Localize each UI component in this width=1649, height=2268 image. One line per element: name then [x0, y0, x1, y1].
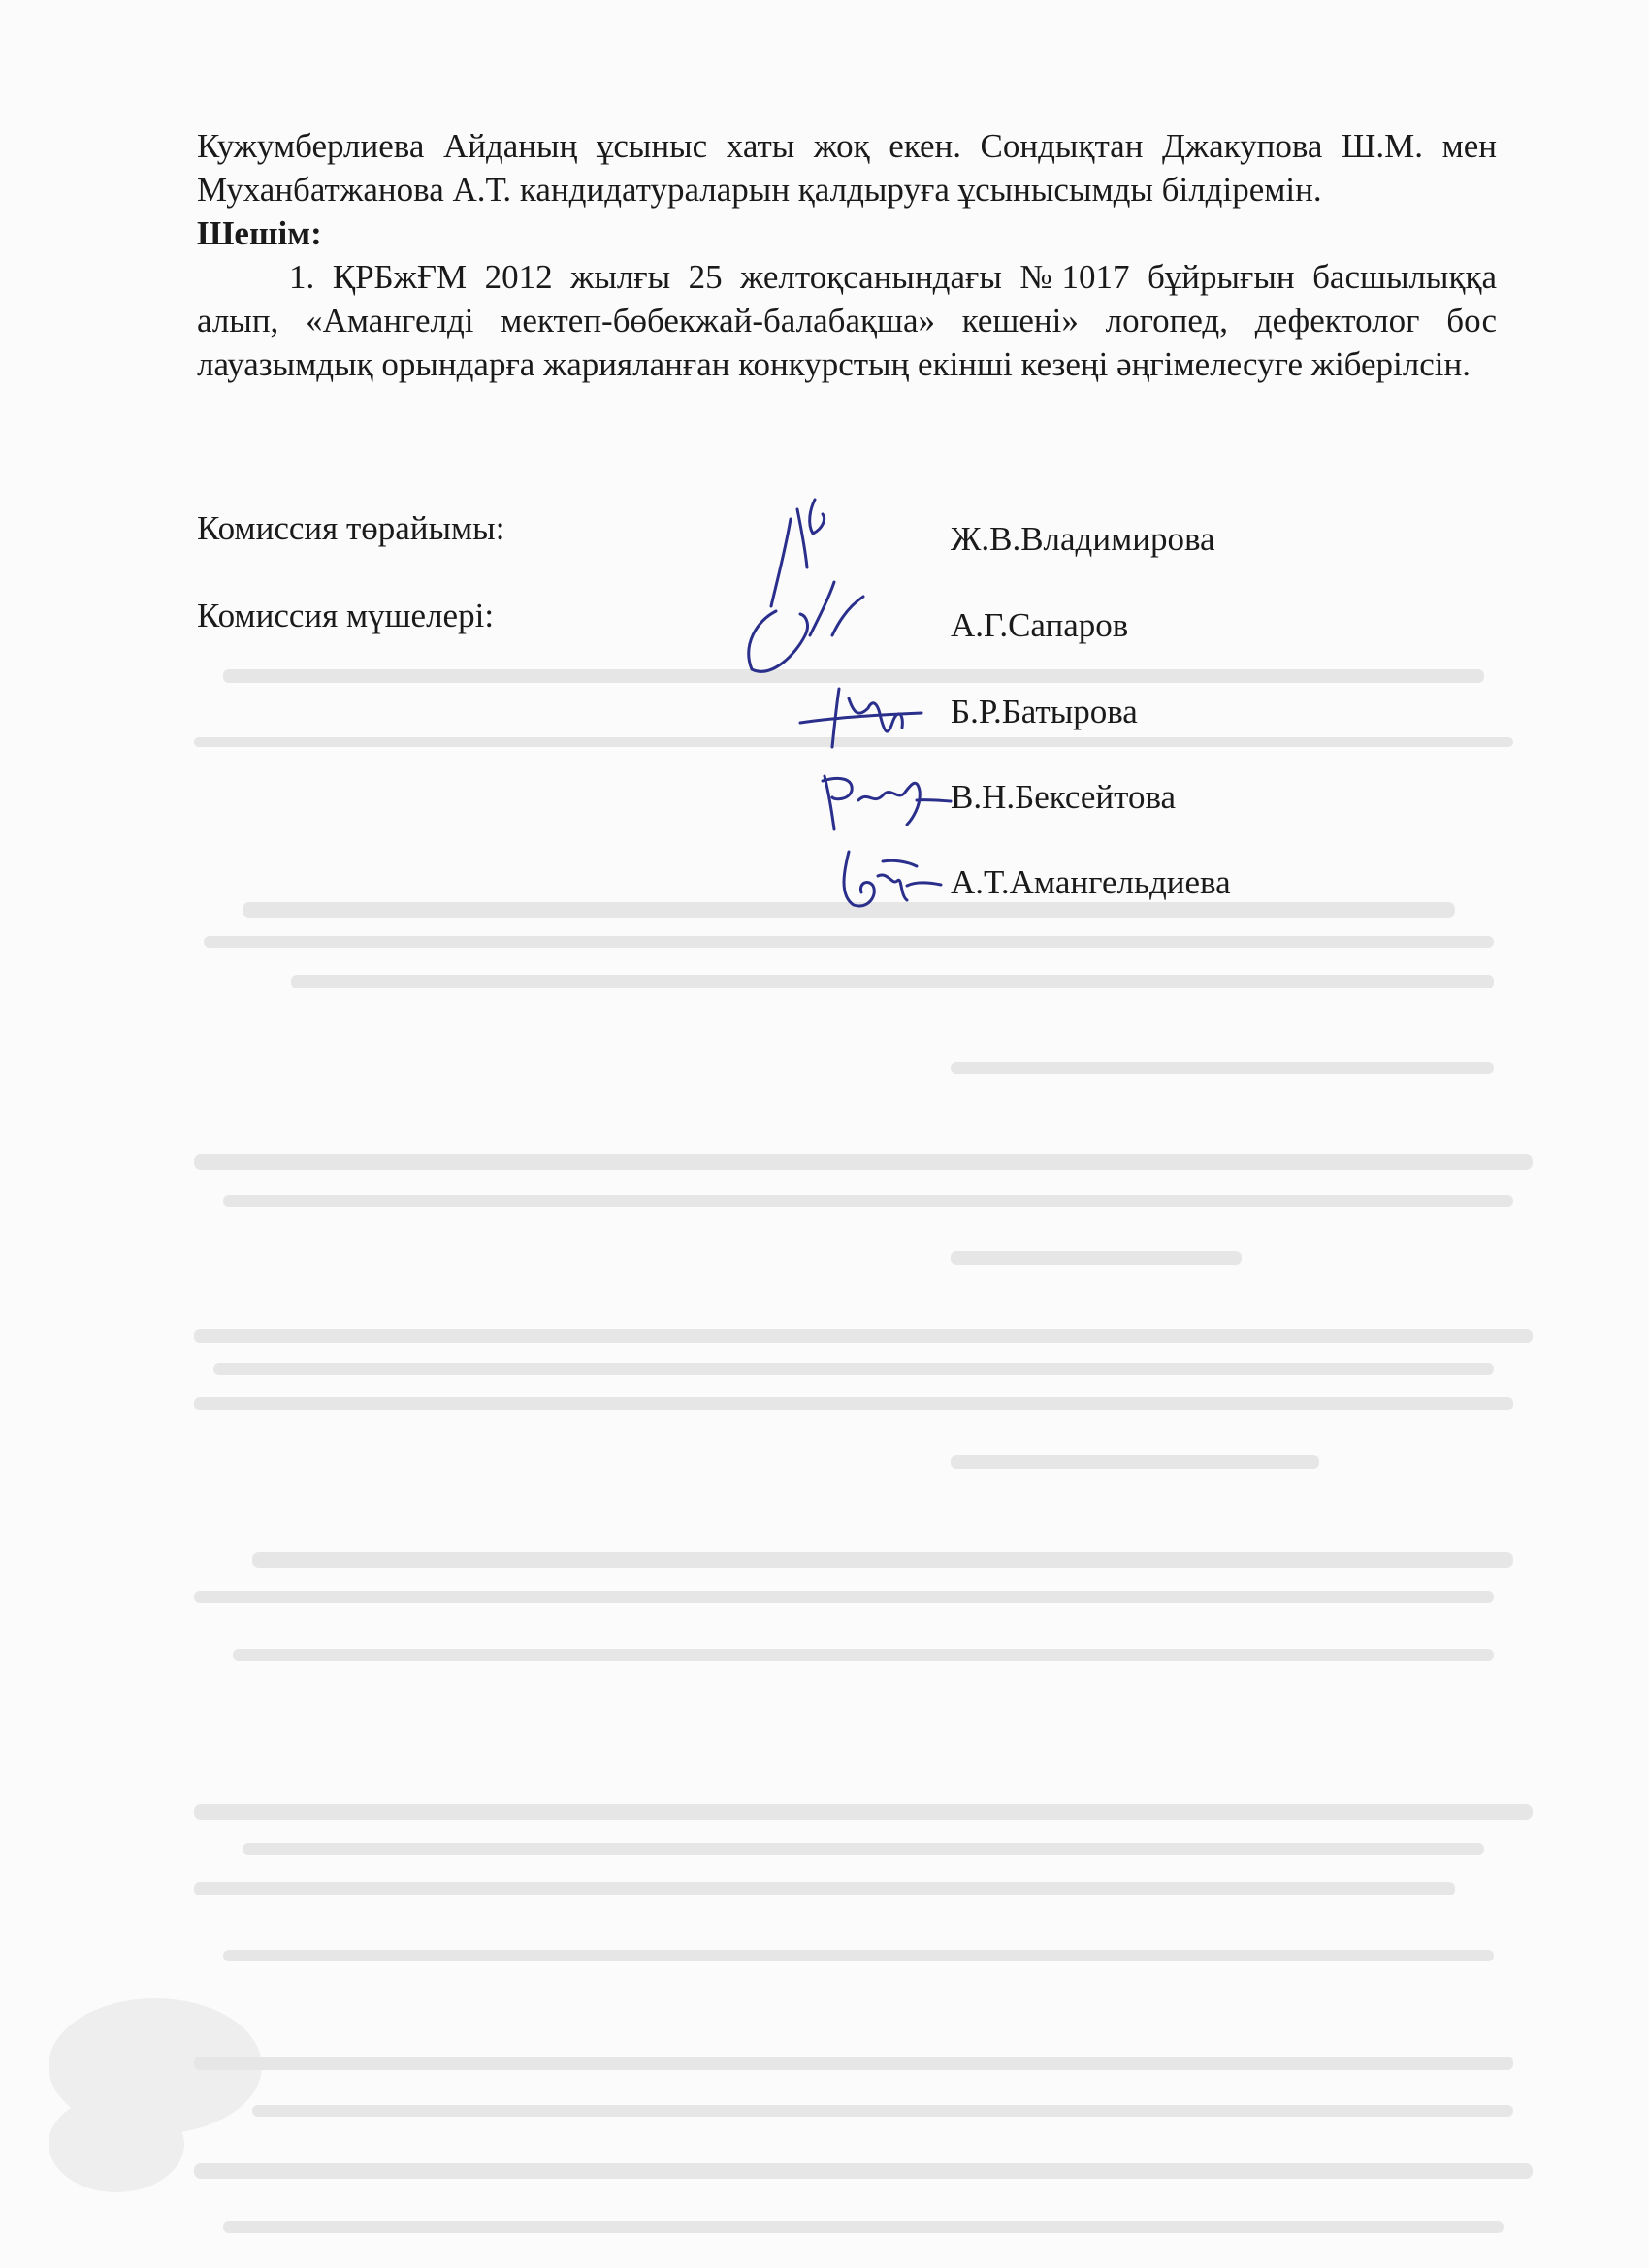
chair-signature: [718, 490, 892, 684]
member-signature-4: [824, 842, 951, 920]
members-label: Комиссия мүшелері:: [197, 597, 495, 634]
member-name-1: А.Г.Сапаров: [951, 606, 1129, 644]
member-name-2: Б.Р.Батырова: [951, 693, 1138, 730]
chair-name: Ж.В.Владимирова: [951, 520, 1215, 558]
decision-heading: Шешім:: [197, 214, 322, 252]
member-name-3: В.Н.Бексейтова: [951, 778, 1177, 816]
document-body: [197, 124, 1497, 386]
recommendation-paragraph: Кужумберлиева Айданың ұсыныс хаты жоқ екен. Сондықтан Джакупова Ш.М. мен Муханбатжанова А.Т. кандидатураларын қалдыруға ұсынысымды білдіремін.: [197, 127, 1497, 209]
member-signature-2: [795, 674, 951, 752]
member-name-4: А.Т.Амангельдиева: [951, 863, 1231, 901]
decision-item: 1. ҚРБжҒМ 2012 жылғы 25 желтоқсанындағы №1017 бұйрығын басшылыққа алып, «Амангелді мектеп-бөбекжай-балабақша» кешені» логопед, дефектолог бос лауазымдық орындарға жарияланған конкурстың екінші кезеңі әңгімелесуге жіберілсін.: [197, 258, 1497, 383]
chair-label: Комиссия төрайымы:: [197, 509, 505, 547]
member-signature-3: [815, 757, 960, 834]
